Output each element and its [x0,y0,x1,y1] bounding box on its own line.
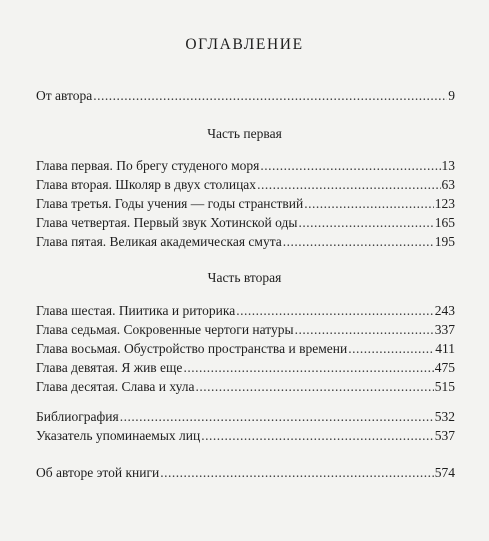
toc-entry[interactable] [36,379,455,398]
toc-entry-page: 195 [434,234,455,249]
toc-entry[interactable] [36,465,455,484]
toc-entry[interactable] [36,409,455,428]
toc-entry-page: 165 [434,215,455,230]
toc-entry[interactable] [36,88,455,107]
dot-leader [295,322,434,338]
toc-entry-label: Глава шестая. Пиитика и риторика [36,303,236,318]
toc-entry-page: 532 [434,409,455,424]
part-heading: Часть первая [207,126,282,141]
toc-entry[interactable] [36,177,455,196]
dot-leader [160,465,434,481]
dot-leader [183,360,433,376]
toc-entry[interactable] [36,322,455,341]
toc-entry-page: 574 [434,465,455,480]
dot-leader [93,88,447,104]
dot-leader [283,234,434,250]
toc-entry[interactable] [36,341,455,360]
toc-entry[interactable] [36,215,455,234]
toc-entry-page: 13 [441,158,455,173]
toc-entry-label: Глава восьмая. Обустройство пространства и времени [36,341,348,356]
toc-entry[interactable] [36,428,455,447]
toc-entry[interactable] [36,158,455,177]
toc-entry-label: Об авторе этой книги [36,465,160,480]
dot-leader [257,177,440,193]
toc-entry-page: 337 [434,322,455,337]
toc-entry-label: Глава четвертая. Первый звук Хотинской оды [36,215,298,230]
dot-leader [201,428,434,444]
toc-entry-label: Глава десятая. Слава и хула [36,379,195,394]
dot-leader [348,341,434,357]
toc-entry-label: Глава пятая. Великая академическая смута [36,234,282,249]
dot-leader [304,196,433,212]
toc-entry-page: 515 [434,379,455,394]
toc-entry[interactable] [36,196,455,215]
dot-leader [298,215,433,231]
dot-leader [120,409,434,425]
toc-entry[interactable] [36,360,455,379]
part-heading: Часть вторая [207,270,282,285]
toc-entry-label: Библиография [36,409,119,424]
dot-leader [236,303,434,319]
toc-intro-list [36,88,455,107]
toc-entry[interactable] [36,303,455,322]
toc-entry-page: 63 [441,177,455,192]
toc-entry-page: 537 [434,428,455,443]
dot-leader [260,158,440,174]
toc-part1-list [36,158,455,253]
toc-entry-label: Глава вторая. Школяр в двух столицах [36,177,257,192]
toc-entry-page: 9 [448,88,455,103]
toc-entry-page: 411 [435,341,455,356]
toc-entry-label: Глава третья. Годы учения — годы странствий [36,196,304,211]
page-title: ОГЛАВЛЕНИЕ [185,36,304,53]
toc-entry-label: Глава седьмая. Сокровенные чертоги натуры [36,322,294,337]
toc-entry[interactable] [36,234,455,253]
toc-entry-page: 475 [434,360,455,375]
toc-entry-page: 243 [434,303,455,318]
toc-backmatter-list [36,409,455,447]
toc-entry-label: От автора [36,88,93,103]
toc-part2-list [36,303,455,398]
toc-entry-label: Указатель упоминаемых лиц [36,428,201,443]
toc-entry-page: 123 [434,196,455,211]
dot-leader [196,379,434,395]
toc-entry-label: Глава первая. По брегу студеного моря [36,158,260,173]
toc-about-list [36,465,455,484]
toc-entry-label: Глава девятая. Я жив еще [36,360,183,375]
